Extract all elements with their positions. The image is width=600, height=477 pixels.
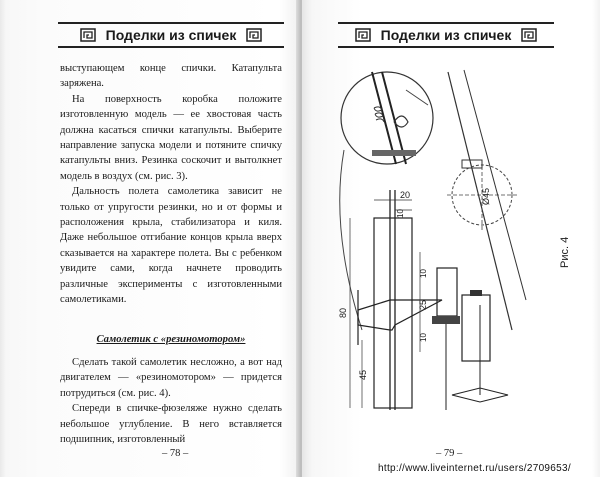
- paragraph: Спереди в спичке-фюзеляже нужно сделать небольшое углубление. В него вставляется подшипник, изготовленный: [60, 403, 282, 445]
- dimension-10-a: 10: [419, 269, 428, 278]
- right-page: [302, 0, 600, 477]
- left-page-header: [58, 22, 284, 48]
- paragraph: выступающем конце спички. Катапульта заряжена.: [60, 63, 282, 90]
- meander-ornament-icon: [80, 28, 96, 42]
- paragraph: Сделать такой самолетик несложно, а вот над двигателем — «резиномотором» — придется потрудиться (см. рис. 4).: [60, 356, 282, 399]
- detail-circle: [341, 72, 433, 164]
- dimension-20: 20: [400, 190, 411, 200]
- figure-caption: Рис. 4: [559, 236, 571, 268]
- airplane-figure: [302, 0, 600, 477]
- header-title: Поделки из спичек: [105, 27, 237, 43]
- dimension-80: 80: [338, 307, 348, 318]
- left-page-text: [60, 61, 282, 447]
- meander-ornament-icon: [246, 28, 262, 42]
- watermark-url: http://www.liveinternet.ru/users/2709653/: [378, 463, 571, 474]
- paragraph: Дальность полета самолетика зависит не только от упругости резинки, но и от формы и расположения крыла, стабилизатора и киля. Даже небольшое отгибание концов крыла вверх сказывается на характере полета. Вы с ребенком увидите сами, когда начнете проводить различные эксперименты с изготовленными самолетиками.: [60, 186, 282, 306]
- dimension-25: 25: [418, 299, 428, 310]
- page-number: – 78 –: [162, 448, 189, 459]
- dimension-45: 45: [358, 369, 368, 380]
- header-title: Поделки из спичек: [380, 27, 512, 43]
- dimension-10-top: 10: [396, 209, 405, 218]
- dimension-10-b: 10: [419, 333, 428, 342]
- page-number: – 79 –: [436, 448, 463, 459]
- section-subheading: Самолетик с «резиномотором»: [96, 333, 246, 345]
- paragraph: На поверхность коробка положите изготовленную модель — ее хвостовая часть должна касаться спички катапульты. Выберите направление запуска модели и потяните спичку катапульты вниз. Резинка соскочит и вытолкнет модель в воздух (см. рис. 3).: [60, 93, 282, 182]
- dimension-diameter: Ø45: [481, 187, 491, 205]
